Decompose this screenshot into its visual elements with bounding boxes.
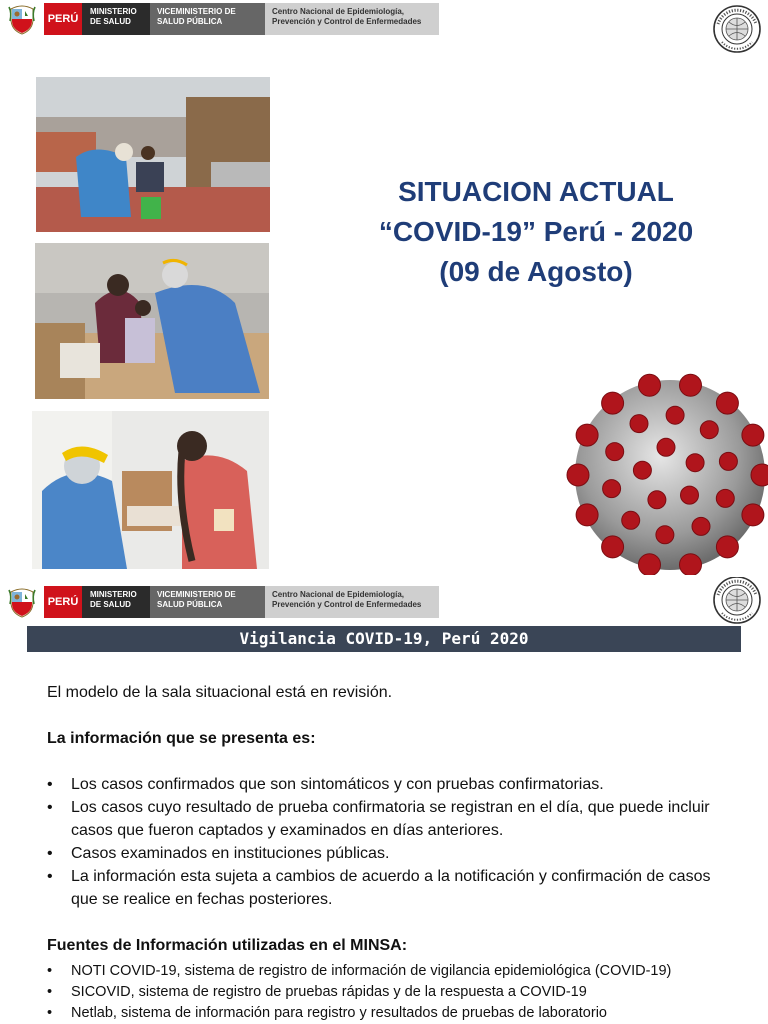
virus-spike — [648, 491, 666, 509]
title-line-1: SITUACION ACTUAL — [398, 176, 674, 207]
ministerio-label: MINISTERIO DE SALUD — [82, 3, 150, 35]
peru-label: PERÚ — [44, 586, 82, 618]
virus-spike — [639, 374, 661, 396]
viceministerio-label: VICEMINISTERIO DE SALUD PÚBLICA — [150, 3, 265, 35]
virus-spike — [656, 526, 674, 544]
virus-spike — [576, 424, 598, 446]
virus-spike — [639, 554, 661, 575]
gov-header — [7, 3, 439, 35]
slide-body — [47, 681, 737, 1024]
intro-text: El modelo de la sala situacional está en revisión. — [47, 684, 393, 701]
virus-spike — [602, 536, 624, 558]
gov-header — [7, 586, 439, 618]
field-photo-household-visit — [36, 77, 270, 232]
virus-spike — [700, 421, 718, 439]
info-slide — [0, 577, 768, 1024]
peru-shield-icon — [7, 3, 37, 35]
virus-spike — [567, 464, 589, 486]
virus-spike — [576, 504, 598, 526]
virus-spike — [657, 438, 675, 456]
info-heading: La información que se presenta es: — [47, 730, 316, 747]
virus-spike — [606, 443, 624, 461]
virus-spike — [719, 452, 737, 470]
list-item: • Netlab, sistema de información para registro y resultados de pruebas de laboratorio — [47, 1003, 737, 1024]
virus-spike — [716, 392, 738, 414]
list-item: • Los casos cuyo resultado de prueba confirmatoria se registran en el día, que puede incluir casos que fueron captados y examinados en días anteriores. — [47, 796, 737, 842]
ministerio-label: MINISTERIO DE SALUD — [82, 586, 150, 618]
title-line-2: “COVID-19” Perú - 2020 — [378, 216, 694, 247]
virus-spike — [692, 517, 710, 535]
list-item: • NOTI COVID-19, sistema de registro de información de vigilancia epidemiológica (COVID-19) — [47, 961, 737, 982]
title-line-3: (09 de Agosto) — [439, 256, 633, 287]
virus-spike — [633, 461, 651, 479]
virus-spike — [681, 486, 699, 504]
list-item: • Los casos confirmados que son sintomáticos y con pruebas confirmatorias. — [47, 773, 737, 796]
virus-spike — [666, 406, 684, 424]
peru-label: PERÚ — [44, 3, 82, 35]
virus-spike — [680, 374, 702, 396]
epidemiology-seal-icon — [712, 577, 762, 625]
slide-title — [330, 172, 742, 292]
list-item: • SICOVID, sistema de registro de pruebas rápidas y de la respuesta a COVID-19 — [47, 982, 737, 1003]
cdc-label: Centro Nacional de Epidemiología, Prevención y Control de Enfermedades — [265, 3, 439, 35]
virus-spike — [742, 424, 764, 446]
virus-spike — [603, 480, 621, 498]
field-photo-child-testing — [35, 243, 269, 399]
virus-spike — [716, 536, 738, 558]
field-photo-clinic-sample — [32, 411, 269, 569]
virus-spike — [680, 554, 702, 575]
section-banner: Vigilancia COVID-19, Perú 2020 — [27, 626, 741, 652]
cdc-label: Centro Nacional de Epidemiología, Prevención y Control de Enfermedades — [265, 586, 439, 618]
sources-heading: Fuentes de Información utilizadas en el MINSA: — [47, 937, 408, 954]
epidemiology-seal-icon — [712, 4, 762, 54]
peru-shield-icon — [7, 586, 37, 618]
sources-list — [47, 961, 737, 1024]
virus-spike — [622, 511, 640, 529]
virus-spike — [686, 454, 704, 472]
virus-spike — [630, 415, 648, 433]
viceministerio-label: VICEMINISTERIO DE SALUD PÚBLICA — [150, 586, 265, 618]
list-item: • Casos examinados en instituciones públicas. — [47, 842, 737, 865]
virus-spike — [742, 504, 764, 526]
virus-spike — [751, 464, 768, 486]
virus-spike — [716, 489, 734, 507]
info-list — [47, 773, 737, 911]
virus-spike — [602, 392, 624, 414]
list-item: • La información esta sujeta a cambios de acuerdo a la notificación y confirmación de casos que se realice en fechas posteriores. — [47, 865, 737, 911]
coronavirus-illustration — [545, 360, 768, 575]
